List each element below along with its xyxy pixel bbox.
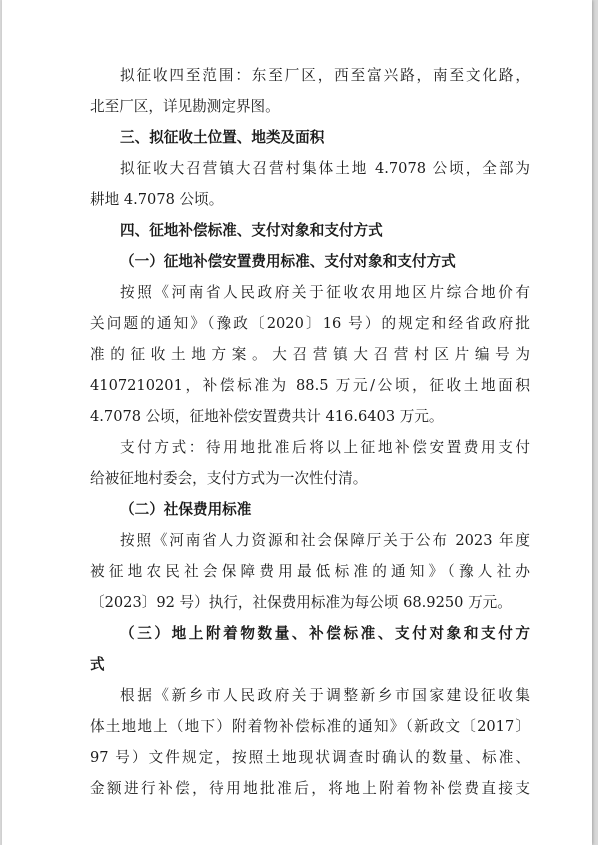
text-line: 耕地 4.7078 公顷。	[90, 191, 224, 208]
text-line: 97 号）文件规定，按照土地现状调查时确认的数量、标准、	[90, 749, 530, 766]
text-line: 关问题的通知》（豫政〔2020〕16 号）的规定和经省政府批	[90, 315, 530, 332]
text-line: 按照《河南省人力资源和社会保障厅关于公布 2023 年度	[120, 532, 530, 549]
text-line: 被征地农民社会保障费用最低标准的通知》（豫人社办	[90, 563, 530, 580]
text-line: 根据《新乡市人民政府关于调整新乡市国家建设征收集	[120, 687, 530, 704]
text-line: 北至厂区，详见勘测定界图。	[90, 98, 280, 115]
text-line: 式	[90, 656, 105, 673]
text-line: 4.7078 公顷，征地补偿安置费共计 416.6403 万元。	[90, 408, 444, 425]
document-page	[2, 0, 592, 845]
text-line: （三）地上附着物数量、补偿标准、支付对象和支付方	[120, 625, 530, 642]
text-line: 体土地地上（地下）附着物补偿标准的通知》（新政文〔2017〕	[90, 718, 530, 735]
text-line: 支付方式：待用地批准后将以上征地补偿安置费用支付	[120, 439, 530, 456]
text-line: 〔2023〕92 号）执行，社保费用标准为每公顷 68.9250 万元。	[90, 594, 512, 611]
text-line: 拟征收大召营镇大召营村集体土地 4.7078 公顷，全部为	[120, 160, 530, 177]
text-line: 四、征地补偿标准、支付对象和支付方式	[120, 222, 383, 239]
text-line: 准的征收土地方案。大召营镇大召营村区片编号为	[90, 346, 530, 363]
text-line: 三、拟征收土位置、地类及面积	[120, 129, 325, 146]
text-line: 按照《河南省人民政府关于征收农用地区片综合地价有	[120, 284, 530, 301]
document-body	[90, 60, 530, 804]
text-line: 4107210201，补偿标准为 88.5 万元/公顷，征收土地面积	[90, 377, 530, 394]
text-line: 拟征收四至范围：东至厂区，西至富兴路，南至文化路，	[120, 67, 530, 84]
text-line: 给被征地村委会，支付方式为一次性付清。	[90, 470, 368, 487]
text-line: 金额进行补偿，待用地批准后，将地上附着物补偿费直接支	[90, 780, 530, 797]
text-line: （二）社保费用标准	[120, 501, 252, 518]
text-line: （一）征地补偿安置费用标准、支付对象和支付方式	[120, 253, 456, 270]
